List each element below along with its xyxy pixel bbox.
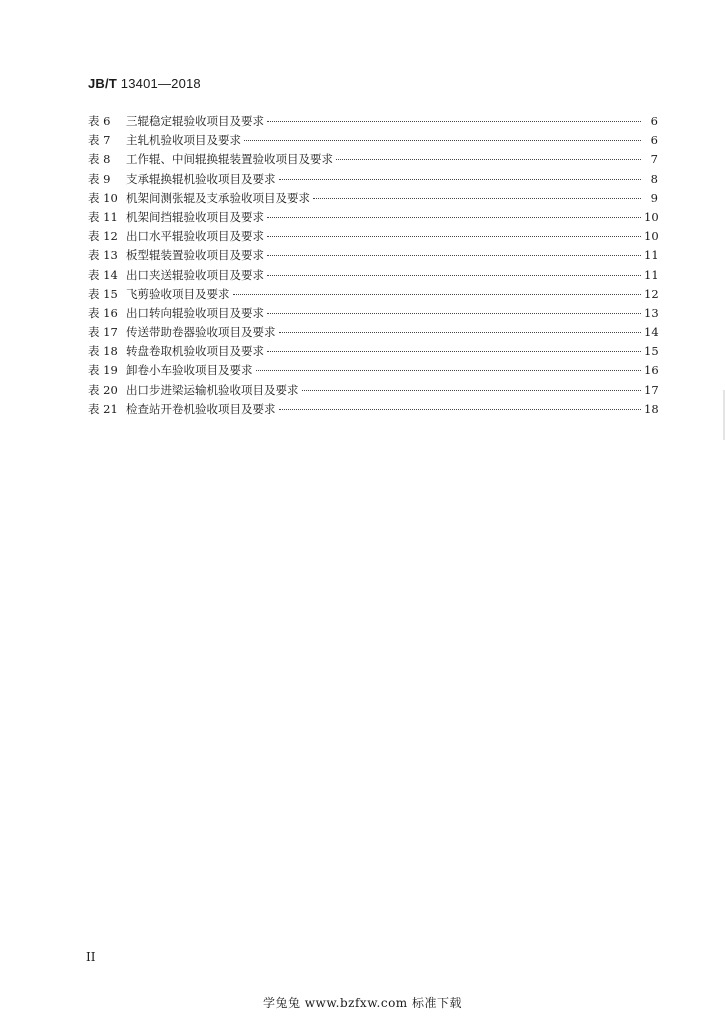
toc-entry-number: 表 14 xyxy=(88,267,118,282)
toc-entry-page: 13 xyxy=(644,305,659,320)
toc-entry[interactable] xyxy=(88,227,658,246)
toc-entry-number: 表 13 xyxy=(88,248,118,263)
toc-entry-title: 板型辊装置验收项目及要求 xyxy=(126,248,264,263)
toc-entry-number: 表 21 xyxy=(88,401,118,416)
toc-entry[interactable] xyxy=(88,361,658,380)
toc-entry[interactable] xyxy=(88,246,658,265)
toc-entry-number: 表 15 xyxy=(88,286,118,301)
table-of-contents xyxy=(88,112,658,419)
toc-dot-leader xyxy=(267,255,641,256)
toc-entry-page: 10 xyxy=(644,229,659,244)
toc-entry-number: 表 8 xyxy=(88,152,111,167)
toc-entry-title: 机架间测张辊及支承验收项目及要求 xyxy=(126,190,310,205)
toc-entry-title: 飞剪验收项目及要求 xyxy=(126,286,230,301)
toc-entry-page: 7 xyxy=(650,152,658,167)
toc-dot-leader xyxy=(267,236,641,237)
toc-entry[interactable] xyxy=(88,112,658,131)
toc-dot-leader xyxy=(267,121,641,122)
toc-dot-leader xyxy=(279,409,642,410)
toc-entry-number: 表 16 xyxy=(88,305,118,320)
toc-entry[interactable] xyxy=(88,131,658,150)
toc-entry-page: 14 xyxy=(644,325,659,340)
toc-entry[interactable] xyxy=(88,342,658,361)
toc-entry-number: 表 11 xyxy=(88,209,118,224)
toc-entry-number: 表 6 xyxy=(88,114,111,128)
toc-dot-leader xyxy=(256,370,642,371)
toc-entry-title: 检查站开卷机验收项目及要求 xyxy=(126,401,276,416)
toc-entry-number: 表 10 xyxy=(88,190,118,205)
document-header xyxy=(88,76,201,91)
toc-entry-number: 表 20 xyxy=(88,382,118,397)
toc-entry-page: 10 xyxy=(644,209,659,224)
toc-entry-title: 出口水平辊验收项目及要求 xyxy=(126,229,264,244)
toc-dot-leader xyxy=(267,351,641,352)
toc-entry-title: 出口夹送辊验收项目及要求 xyxy=(126,267,264,282)
toc-entry[interactable] xyxy=(88,323,658,342)
toc-entry-page: 6 xyxy=(650,114,658,128)
toc-entry-number: 表 17 xyxy=(88,325,118,340)
toc-dot-leader xyxy=(279,179,642,180)
toc-entry-page: 11 xyxy=(644,267,659,282)
toc-entry-page: 16 xyxy=(644,363,659,378)
toc-entry-number: 表 12 xyxy=(88,229,118,244)
toc-entry[interactable] xyxy=(88,285,658,304)
standard-number: 13401—2018 xyxy=(120,76,201,91)
toc-entry[interactable] xyxy=(88,400,658,419)
toc-entry-page: 12 xyxy=(644,286,659,301)
toc-entry-title: 卸卷小车验收项目及要求 xyxy=(126,363,253,378)
toc-entry-title: 工作辊、中间辊换辊装置验收项目及要求 xyxy=(126,152,333,167)
toc-entry-number: 表 18 xyxy=(88,344,118,359)
toc-dot-leader xyxy=(336,159,641,160)
toc-dot-leader xyxy=(302,390,642,391)
toc-dot-leader xyxy=(244,140,641,141)
toc-entry[interactable] xyxy=(88,208,658,227)
toc-entry-number: 表 7 xyxy=(88,133,111,148)
toc-entry-page: 18 xyxy=(644,401,659,416)
toc-entry-title: 转盘卷取机验收项目及要求 xyxy=(126,344,264,359)
toc-dot-leader xyxy=(267,275,641,276)
toc-entry[interactable] xyxy=(88,381,658,400)
toc-entry-title: 传送带助卷器验收项目及要求 xyxy=(126,325,276,340)
toc-entry-page: 8 xyxy=(650,171,658,186)
toc-entry-page: 11 xyxy=(644,248,659,263)
toc-dot-leader xyxy=(313,198,641,199)
toc-entry[interactable] xyxy=(88,304,658,323)
toc-entry[interactable] xyxy=(88,170,658,189)
toc-entry[interactable] xyxy=(88,266,658,285)
toc-entry-title: 出口步进梁运输机验收项目及要求 xyxy=(126,382,299,397)
toc-entry-page: 17 xyxy=(644,382,659,397)
footer-watermark: 学兔兔 www.bzfxw.com 标准下载 xyxy=(262,996,463,1010)
toc-entry-title: 出口转向辊验收项目及要求 xyxy=(126,305,264,320)
toc-dot-leader xyxy=(233,294,642,295)
standard-code: JB/T xyxy=(88,76,117,91)
toc-entry-number: 表 19 xyxy=(88,363,118,378)
toc-entry-title: 支承辊换辊机验收项目及要求 xyxy=(126,171,276,186)
toc-dot-leader xyxy=(279,332,642,333)
toc-entry-number: 表 9 xyxy=(88,171,111,186)
toc-entry-title: 机架间挡辊验收项目及要求 xyxy=(126,209,264,224)
toc-entry-page: 15 xyxy=(644,344,659,359)
toc-entry-title: 主轧机验收项目及要求 xyxy=(126,133,241,148)
toc-entry[interactable] xyxy=(88,150,658,169)
toc-entry[interactable] xyxy=(88,189,658,208)
toc-entry-page: 6 xyxy=(650,133,658,148)
page-number: II xyxy=(86,950,96,964)
toc-dot-leader xyxy=(267,313,641,314)
toc-dot-leader xyxy=(267,217,641,218)
toc-entry-page: 9 xyxy=(650,190,658,205)
toc-entry-title: 三辊稳定辊验收项目及要求 xyxy=(126,114,264,128)
